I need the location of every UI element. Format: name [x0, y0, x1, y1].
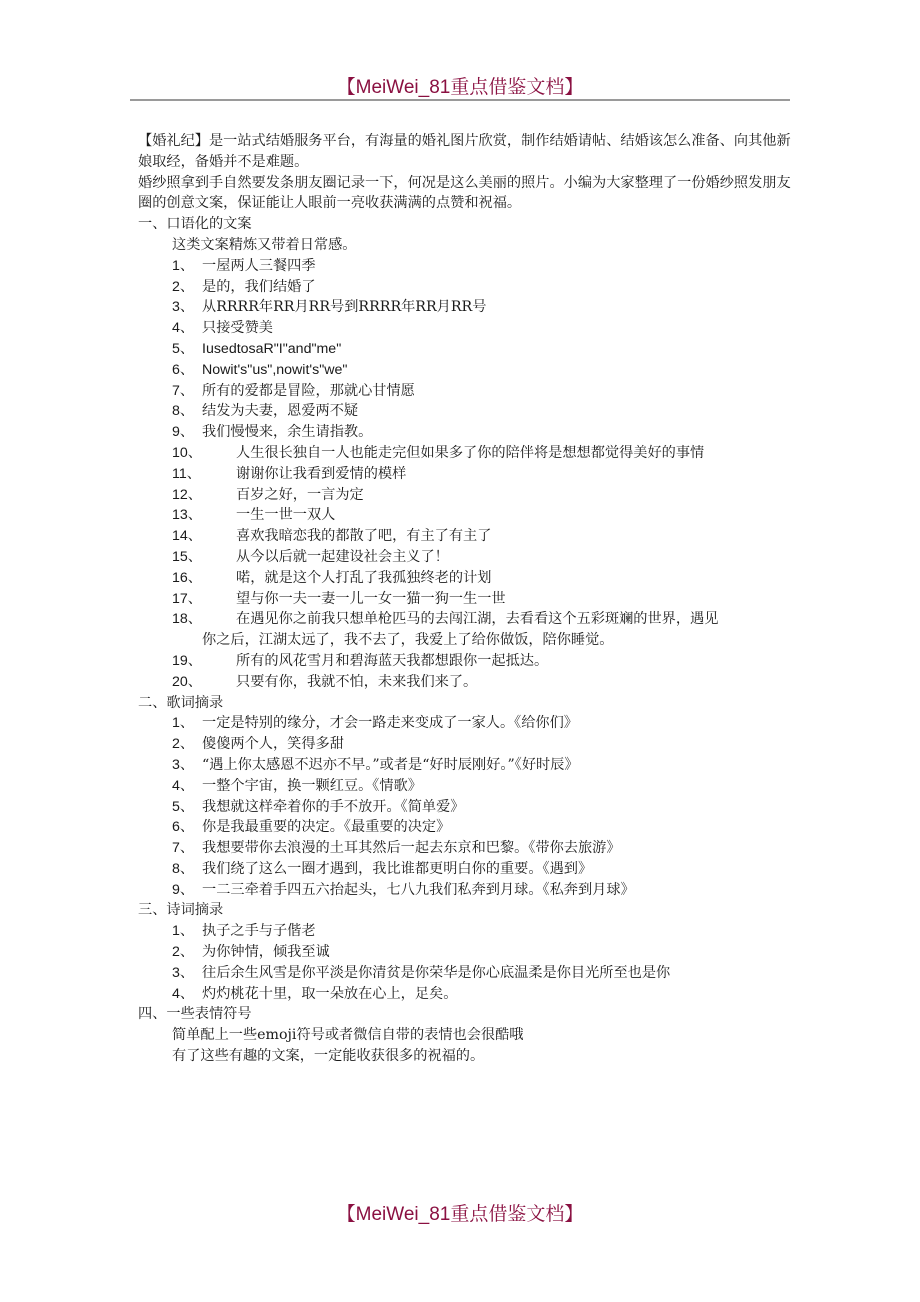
intro-paragraph-2: 婚纱照拿到手自然要发条朋友圈记录一下，何况是这么美丽的照片。小编为大家整理了一份婚纱照发朋友圈的创意文案，保证能让人眼前一亮收获满满的点赞和祝福。: [138, 174, 791, 212]
section-line: 有了这些有趣的文案，一定能收获很多的祝福的。: [172, 1048, 485, 1065]
list-item: [138, 755, 793, 776]
item-number: 1、: [172, 923, 195, 940]
item-number: 9、: [172, 881, 195, 898]
item-text: 谢谢你让我看到爱情的模样: [236, 465, 407, 482]
document-body: [138, 131, 793, 1067]
item-text: 人生很长独自一人也能走完但如果多了你的陪伴将是想想都觉得美好的事情: [236, 444, 705, 461]
item-number: 4、: [172, 985, 195, 1002]
section-heading: 三、诗词摘录: [138, 902, 224, 919]
item-text-continuation: 你之后，江湖太远了，我不去了，我爱上了给你做饭，陪你睡觉。: [202, 632, 614, 649]
list-item: [138, 422, 793, 443]
list-item: [138, 401, 793, 422]
list-section-1: [138, 256, 793, 693]
list-section-2: [138, 713, 793, 900]
item-number: 17、: [172, 590, 202, 607]
item-number: 14、: [172, 528, 202, 545]
list-item: [138, 651, 793, 672]
item-text: 所有的风花雪月和碧海蓝天我都想跟你一起抵达。: [236, 652, 549, 669]
item-number: 2、: [172, 278, 195, 295]
page-footer: 【MeiWei_81重点借鉴文档】: [336, 1204, 584, 1225]
item-text: 我们绕了这么一圈才遇到，我比谁都更明白你的重要。《遇到》: [202, 860, 593, 877]
item-number: 6、: [172, 819, 195, 836]
item-number: 20、: [172, 673, 202, 690]
item-number: 15、: [172, 548, 202, 565]
item-text: 我想就这样牵着你的手不放开。《简单爱》: [202, 798, 465, 815]
list-item: [138, 505, 793, 526]
list-item: [138, 360, 793, 381]
item-number: 9、: [172, 424, 195, 441]
item-text: 只要有你，我就不怕，未来我们来了。: [236, 673, 478, 690]
list-item: [138, 880, 793, 901]
item-text: 为你钟情，倾我至诚: [202, 944, 330, 961]
intro-paragraph-1: 【婚礼纪】是一站式结婚服务平台，有海量的婚礼图片欣赏，制作结婚请帖、结婚该怎么准备、向其他新娘取经，备婚并不是难题。: [138, 133, 791, 170]
item-number: 12、: [172, 486, 202, 503]
item-number: 4、: [172, 777, 195, 794]
section-heading: 一、口语化的文案: [138, 216, 252, 233]
item-text: 结发为夫妻，恩爱两不疑: [202, 403, 359, 420]
item-number: 4、: [172, 320, 195, 337]
item-text: 我们慢慢来，余生请指教。: [202, 424, 373, 441]
list-item: [138, 381, 793, 402]
section-note: 这类文案精炼又带着日常感。: [172, 236, 357, 253]
list-item: [138, 297, 793, 318]
item-number: 7、: [172, 382, 195, 399]
section-heading: 四、一些表情符号: [138, 1006, 252, 1023]
item-text: “遇上你太感恩不迟亦不早。”或者是“好时辰刚好。”《好时辰》: [202, 756, 579, 773]
page-header: 【MeiWei_81重点借鉴文档】: [336, 77, 584, 98]
item-text: 一屋两人三餐四季: [202, 257, 316, 274]
item-number: 5、: [172, 798, 195, 815]
item-number: 2、: [172, 736, 195, 753]
item-text: 喏，就是这个人打乱了我孤独终老的计划: [236, 569, 492, 586]
item-text: IusedtosaR"I"and"me": [202, 340, 342, 357]
item-number: 6、: [172, 361, 195, 378]
item-text: 所有的爱都是冒险，那就心甘情愿: [202, 382, 415, 399]
item-text: 我想要带你去浪漫的土耳其然后一起去东京和巴黎。《带你去旅游》: [202, 840, 621, 857]
list-item: [138, 776, 793, 797]
list-item: [138, 485, 793, 506]
item-number: 3、: [172, 299, 195, 316]
item-number: 3、: [172, 964, 195, 981]
section-heading: 二、歌词摘录: [138, 694, 224, 711]
item-text: 一定是特别的缘分，才会一路走来变成了一家人。《给你们》: [202, 715, 578, 732]
list-item: [138, 797, 793, 818]
item-text: 灼灼桃花十里，取一朵放在心上，足矣。: [202, 985, 458, 1002]
list-item: [138, 339, 793, 360]
item-number: 16、: [172, 569, 202, 586]
list-item: [138, 817, 793, 838]
item-text: 喜欢我暗恋我的都散了吧，有主了有主了: [236, 528, 492, 545]
item-number: 2、: [172, 944, 195, 961]
item-text: 从RRRR年RR月RR号到RRRR年RR月RR号: [202, 299, 487, 316]
list-item: [138, 277, 793, 298]
item-number: 1、: [172, 257, 195, 274]
list-item: [138, 838, 793, 859]
item-number: 5、: [172, 340, 195, 357]
list-item: [138, 318, 793, 339]
item-number: 13、: [172, 507, 202, 524]
list-item: [138, 859, 793, 880]
item-text: 一整个宇宙，换一颗红豆。《情歌》: [202, 777, 422, 794]
item-text: Nowit's"us",nowit's"we": [202, 361, 348, 378]
item-number: 10、: [172, 444, 202, 461]
list-item: [138, 589, 793, 610]
list-item: [138, 942, 793, 963]
list-section-3: [138, 921, 793, 1004]
item-text: 一二三牵着手四五六抬起头，七八九我们私奔到月球。《私奔到月球》: [202, 881, 635, 898]
list-item: [138, 443, 793, 464]
item-text: 百岁之好，一言为定: [236, 486, 364, 503]
item-number: 7、: [172, 840, 195, 857]
header-divider: [130, 99, 790, 101]
item-text: 在遇见你之前我只想单枪匹马的去闯江湖，去看看这个五彩斑斓的世界，遇见: [236, 611, 719, 628]
list-item: [138, 256, 793, 277]
item-text: 望与你一夫一妻一儿一女一猫一狗一生一世: [236, 590, 506, 607]
item-text: 往后余生风雪是你平淡是你清贫是你荣华是你心底温柔是你目光所至也是你: [202, 964, 671, 981]
item-number: 18、: [172, 611, 202, 628]
list-item: [138, 526, 793, 547]
item-number: 8、: [172, 403, 195, 420]
list-item: [138, 464, 793, 485]
list-item: [138, 921, 793, 942]
item-number: 1、: [172, 715, 195, 732]
item-text: 一生一世一双人: [236, 507, 336, 524]
list-item: [138, 713, 793, 734]
item-text: 傻傻两个人，笑得多甜: [202, 736, 344, 753]
item-number: 8、: [172, 860, 195, 877]
list-item: [138, 672, 793, 693]
item-number: 19、: [172, 652, 202, 669]
item-text: 是的，我们结婚了: [202, 278, 316, 295]
item-number: 3、: [172, 756, 195, 773]
list-item: [138, 547, 793, 568]
item-text: 你是我最重要的决定。《最重要的决定》: [202, 819, 451, 836]
list-item: [138, 609, 793, 651]
item-text: 只接受赞美: [202, 320, 273, 337]
item-number: 11、: [172, 465, 201, 482]
list-item: [138, 984, 793, 1005]
item-text: 从今以后就一起建设社会主义了！: [236, 548, 449, 565]
list-item: [138, 963, 793, 984]
list-item: [138, 568, 793, 589]
list-item: [138, 734, 793, 755]
section-line: 简单配上一些emoji符号或者微信自带的表情也会很酷哦: [172, 1027, 524, 1044]
item-text: 执子之手与子偕老: [202, 923, 316, 940]
